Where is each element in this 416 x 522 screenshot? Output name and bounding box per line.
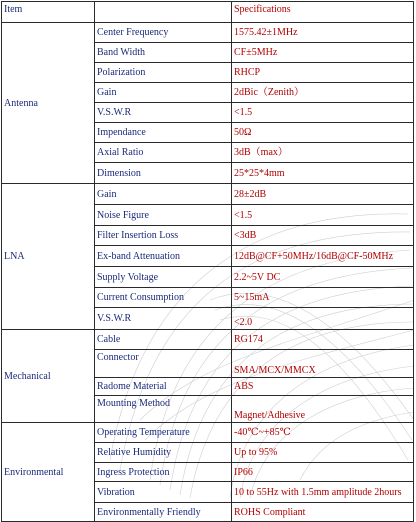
spec-item-cell: Polarization: [95, 63, 232, 83]
spec-item-cell: Supply Voltage: [95, 267, 232, 288]
spec-value-cell: ABS: [232, 378, 414, 396]
spec-item-cell: V.S.W.R: [95, 308, 232, 330]
spec-item-cell: Noise Figure: [95, 205, 232, 226]
spec-item-cell: V.S.W.R: [95, 103, 232, 123]
spec-value-cell: IP66: [232, 463, 414, 482]
spec-value-cell: 2.2~5V DC: [232, 267, 414, 288]
spec-item-cell: Ex-band Attenuation: [95, 246, 232, 267]
spec-value-cell: 1575.42±1MHz: [232, 23, 414, 43]
spec-value-cell: Up to 95%: [232, 443, 414, 463]
spec-item-cell: Axial Ratio: [95, 143, 232, 163]
table-header-row: [2, 2, 414, 23]
spec-item-cell: Radome Material: [95, 378, 232, 396]
spec-value-cell: 3dB（max）: [232, 143, 414, 163]
spec-value-cell: RHCP: [232, 63, 414, 83]
section-category-cell: Antenna: [2, 23, 95, 184]
spec-item-cell: Filter Insertion Loss: [95, 226, 232, 246]
spec-item-cell: Connector: [95, 350, 232, 378]
spec-value-cell: ROHS Compliant: [232, 503, 414, 522]
table-row: [2, 23, 414, 43]
section-category-cell: LNA: [2, 184, 95, 330]
spec-value-cell: <3dB: [232, 226, 414, 246]
spec-item-cell: Dimension: [95, 163, 232, 184]
spec-value-cell: 2dBic（Zenith）: [232, 83, 414, 103]
spec-value-cell: CF±5MHz: [232, 43, 414, 63]
spec-item-cell: Band Width: [95, 43, 232, 63]
spec-item-cell: Vibration: [95, 482, 232, 503]
spec-value-cell: <1.5: [232, 205, 414, 226]
spec-value-cell: 50Ω: [232, 123, 414, 143]
spec-item-cell: Gain: [95, 83, 232, 103]
section-category-cell: Environmental: [2, 423, 95, 522]
spec-value-cell: <2.0: [232, 308, 414, 330]
spec-item-cell: Mounting Method: [95, 396, 232, 423]
spec-value-cell: Magnet/Adhesive: [232, 396, 414, 423]
table-row: [2, 184, 414, 205]
spec-value-cell: 5~15mA: [232, 288, 414, 308]
spec-value-cell: 28±2dB: [232, 184, 414, 205]
spec-item-cell: Current Consumption: [95, 288, 232, 308]
spec-value-cell: -40℃~+85℃: [232, 423, 414, 443]
header-item-cell: Item: [2, 2, 95, 23]
spec-item-cell: Cable: [95, 330, 232, 350]
section-category-cell: Mechanical: [2, 330, 95, 423]
spec-item-cell: Ingress Protection: [95, 463, 232, 482]
spec-item-cell: Environmentally Friendly: [95, 503, 232, 522]
spec-value-cell: 10 to 55Hz with 1.5mm amplitude 2hours: [232, 482, 414, 503]
table-row: [2, 423, 414, 443]
spec-value-cell: <1.5: [232, 103, 414, 123]
spec-item-cell: Center Frequency: [95, 23, 232, 43]
spec-value-cell: 25*25*4mm: [232, 163, 414, 184]
spec-item-cell: Gain: [95, 184, 232, 205]
header-specifications-cell: Specifications: [232, 2, 414, 23]
spec-value-cell: SMA/MCX/MMCX: [232, 350, 414, 378]
spec-item-cell: Operating Temperature: [95, 423, 232, 443]
spec-value-cell: RG174: [232, 330, 414, 350]
spec-value-cell: 12dB@CF+50MHz/16dB@CF-50MHz: [232, 246, 414, 267]
spec-item-cell: Relative Humidity: [95, 443, 232, 463]
spec-item-cell: Impendance: [95, 123, 232, 143]
header-empty-cell: [95, 2, 232, 23]
specifications-table: [1, 1, 414, 522]
table-row: [2, 330, 414, 350]
